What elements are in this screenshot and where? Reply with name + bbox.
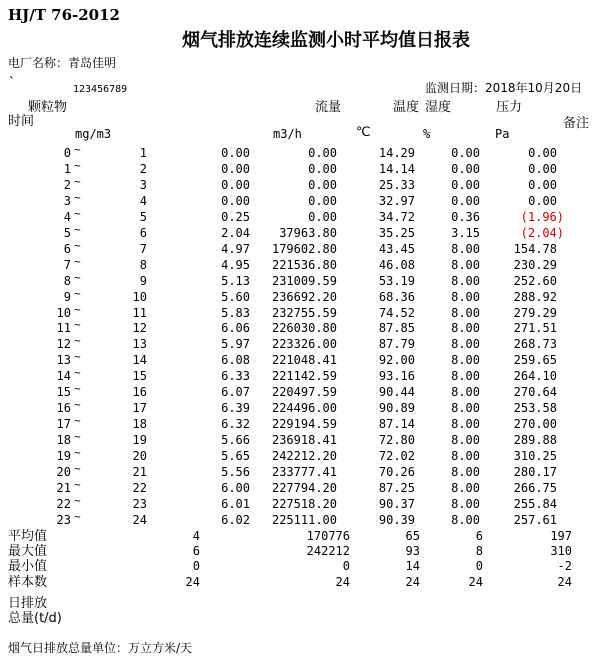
time-start-cell: 13 — [56, 353, 71, 368]
flow-cell: 232755.59 — [271, 305, 337, 320]
time-end-cell: 24 — [132, 512, 147, 527]
temperature-cell: 14.29 — [378, 146, 415, 160]
temperature-cell: 46.08 — [378, 257, 415, 272]
summary-flow-cell: 24 — [335, 574, 350, 589]
particulate-cell: 6.39 — [221, 401, 250, 416]
pressure-value: 268.73 — [513, 337, 557, 352]
pressure-value: 310.25 — [513, 449, 557, 464]
summary-particulate-cell: 24 — [185, 574, 200, 589]
particulate-cell: 5.83 — [221, 305, 250, 320]
time-start-cell: 7 — [63, 257, 71, 272]
tick-mark: ` — [8, 76, 16, 91]
summary-label-cell: 平均值 — [8, 529, 48, 544]
pressure-cell — [480, 481, 557, 497]
time-end-cell: 6 — [139, 225, 147, 240]
pressure-cell — [480, 353, 557, 369]
table-row — [0, 321, 557, 337]
tilde-glyph: ~ — [74, 270, 81, 284]
tilde-glyph: ~ — [74, 350, 81, 364]
hourly-data-table — [0, 143, 564, 529]
col-header-temperature: 温度 — [393, 100, 420, 115]
time-end-cell: 4 — [139, 193, 147, 208]
plant-name-line: 电厂名称：青岛佳明 — [8, 56, 117, 70]
daily-emission-label-line1: 日排放 — [8, 596, 48, 611]
serial-number: 123456789 — [73, 84, 128, 95]
unit-particulate: mg/m3 — [75, 127, 112, 141]
tilde-glyph: ~ — [74, 446, 81, 460]
summary-table — [0, 529, 572, 590]
col-header-remark: 备注 — [563, 116, 590, 131]
particulate-cell: 0.25 — [221, 209, 250, 224]
pressure-value: 288.92 — [513, 289, 557, 304]
flow-cell: 236692.20 — [271, 289, 337, 304]
table-row — [0, 210, 557, 226]
time-end-cell: 1 — [139, 146, 147, 160]
time-start-cell: 3 — [63, 193, 71, 208]
table-row — [0, 162, 557, 178]
humidity-cell: 8.00 — [451, 289, 480, 304]
humidity-cell: 8.00 — [451, 449, 480, 464]
flow-cell: 220497.59 — [271, 385, 337, 400]
time-start-cell: 10 — [56, 305, 71, 320]
time-start-cell: 8 — [63, 273, 71, 288]
pressure-value: (2.04) — [520, 225, 564, 240]
humidity-cell: 0.00 — [451, 146, 480, 160]
particulate-cell: 6.00 — [221, 481, 250, 496]
flow-cell: 0.00 — [308, 161, 337, 176]
tilde-glyph: ~ — [74, 382, 81, 396]
unit-humidity: % — [423, 127, 431, 141]
pressure-cell — [480, 369, 557, 385]
temperature-cell: 70.26 — [378, 465, 415, 480]
tilde-glyph: ~ — [74, 174, 81, 188]
humidity-cell: 8.00 — [451, 321, 480, 336]
particulate-cell: 6.06 — [221, 321, 250, 336]
pressure-value: 259.65 — [513, 353, 557, 368]
flow-cell: 221048.41 — [271, 353, 337, 368]
summary-particulate-cell: 0 — [192, 559, 200, 574]
pressure-cell — [480, 337, 557, 353]
particulate-cell: 6.33 — [221, 369, 250, 384]
summary-humidity-cell: 8 — [475, 544, 483, 559]
table-row — [0, 513, 557, 529]
humidity-cell: 8.00 — [451, 353, 480, 368]
summary-row — [0, 544, 572, 559]
summary-label-cell: 最大值 — [8, 544, 48, 560]
time-start-cell: 22 — [56, 496, 71, 511]
flow-cell: 231009.59 — [271, 273, 337, 288]
temperature-cell: 72.02 — [378, 449, 415, 464]
col-header-humidity: 湿度 — [425, 100, 452, 115]
humidity-cell: 8.00 — [451, 257, 480, 272]
time-start-cell: 1 — [63, 161, 71, 176]
time-end-cell: 3 — [139, 177, 147, 192]
flow-cell: 221536.80 — [271, 257, 337, 272]
pressure-value: 230.29 — [513, 257, 557, 272]
summary-pressure-cell: 197 — [550, 529, 572, 543]
temperature-cell: 93.16 — [378, 369, 415, 384]
temperature-cell: 34.72 — [378, 209, 415, 224]
table-row — [0, 369, 557, 385]
time-start-cell: 14 — [56, 369, 71, 384]
particulate-cell: 4.95 — [221, 257, 250, 272]
time-start-cell: 18 — [56, 433, 71, 448]
humidity-cell: 8.00 — [451, 496, 480, 511]
tilde-glyph: ~ — [74, 493, 81, 507]
pressure-cell — [480, 433, 557, 449]
particulate-cell: 2.04 — [221, 225, 250, 240]
particulate-cell: 0.00 — [221, 161, 250, 176]
summary-label-cell: 最小值 — [8, 559, 48, 575]
time-start-cell: 21 — [56, 481, 71, 496]
humidity-cell: 8.00 — [451, 305, 480, 320]
humidity-cell: 8.00 — [451, 369, 480, 384]
unit-flow: m3/h — [273, 127, 302, 141]
table-row — [0, 290, 557, 306]
pressure-value: 257.61 — [513, 512, 557, 527]
pressure-cell — [480, 497, 557, 513]
time-range-separator — [71, 509, 86, 529]
particulate-cell: 0.00 — [221, 193, 250, 208]
table-row — [0, 226, 557, 242]
time-start-cell: 17 — [56, 417, 71, 432]
monitor-date-line: 监测日期：2018年10月20日 — [425, 81, 583, 95]
table-row — [0, 465, 557, 481]
summary-temperature-cell: 93 — [405, 544, 420, 559]
time-start-cell: 11 — [56, 321, 71, 336]
time-end-cell: 15 — [132, 369, 147, 384]
tilde-glyph: ~ — [74, 398, 81, 412]
time-start-cell: 16 — [56, 401, 71, 416]
tilde-glyph: ~ — [74, 302, 81, 316]
time-start-cell: 9 — [63, 289, 71, 304]
table-row — [0, 258, 557, 274]
table-row — [0, 274, 557, 290]
pressure-value: 266.75 — [513, 481, 557, 496]
flow-cell: 242212.20 — [271, 449, 337, 464]
time-end-cell: 12 — [132, 321, 147, 336]
particulate-cell: 5.65 — [221, 449, 250, 464]
temperature-cell: 32.97 — [378, 193, 415, 208]
humidity-cell: 0.00 — [451, 177, 480, 192]
time-end-cell: 11 — [132, 305, 147, 320]
temperature-cell: 68.36 — [378, 289, 415, 304]
humidity-cell: 3.15 — [451, 225, 480, 240]
pressure-cell — [480, 513, 557, 529]
summary-temperature-cell: 65 — [405, 529, 420, 543]
humidity-cell: 8.00 — [451, 401, 480, 416]
standard-code: HJ/T 76-2012 — [8, 6, 120, 24]
pressure-cell — [480, 242, 557, 258]
summary-particulate-cell: 6 — [192, 544, 200, 559]
flow-cell: 224496.00 — [271, 401, 337, 416]
temperature-cell: 53.19 — [378, 273, 415, 288]
tilde-glyph: ~ — [74, 206, 81, 220]
flow-cell: 0.00 — [308, 146, 337, 160]
table-row — [0, 497, 557, 513]
humidity-cell: 8.00 — [451, 512, 480, 527]
pressure-cell — [480, 274, 557, 290]
humidity-cell: 8.00 — [451, 273, 480, 288]
pressure-cell — [480, 417, 557, 433]
pressure-cell — [480, 306, 557, 322]
summary-pressure-cell: 24 — [557, 574, 572, 589]
particulate-cell: 4.97 — [221, 241, 250, 256]
time-end-cell: 23 — [132, 496, 147, 511]
temperature-cell: 74.52 — [378, 305, 415, 320]
temperature-cell: 72.80 — [378, 433, 415, 448]
particulate-cell: 6.32 — [221, 417, 250, 432]
temperature-cell: 35.25 — [378, 225, 415, 240]
time-end-cell: 20 — [132, 449, 147, 464]
time-end-cell: 13 — [132, 337, 147, 352]
summary-humidity-cell: 0 — [475, 559, 483, 574]
pressure-cell — [480, 258, 557, 274]
time-end-cell: 7 — [139, 241, 147, 256]
time-end-cell: 2 — [139, 161, 147, 176]
footer-note: 烟气日排放总量单位：万立方米/天 — [8, 641, 193, 655]
tilde-glyph: ~ — [74, 430, 81, 444]
tilde-glyph: ~ — [74, 190, 81, 204]
time-start-cell: 6 — [63, 241, 71, 256]
temperature-cell: 90.39 — [378, 512, 415, 527]
time-start-cell: 2 — [63, 177, 71, 192]
tilde-glyph: ~ — [74, 238, 81, 252]
particulate-cell: 5.97 — [221, 337, 250, 352]
pressure-cell — [480, 209, 564, 226]
time-start-cell: 12 — [56, 337, 71, 352]
summary-flow-cell: 0 — [342, 559, 350, 574]
flow-cell: 37963.80 — [279, 225, 337, 240]
table-row — [0, 146, 557, 162]
summary-table-body — [0, 529, 572, 590]
pressure-value: 289.88 — [513, 433, 557, 448]
pressure-value: 280.17 — [513, 465, 557, 480]
flow-cell: 229194.59 — [271, 417, 337, 432]
pressure-cell — [480, 321, 557, 337]
table-row — [0, 417, 557, 433]
particulate-cell: 0.00 — [221, 177, 250, 192]
tilde-glyph: ~ — [74, 286, 81, 300]
table-row — [0, 178, 557, 194]
pressure-value: (1.96) — [520, 209, 564, 224]
particulate-cell: 5.56 — [221, 465, 250, 480]
time-end-cell: 22 — [132, 481, 147, 496]
pressure-value: 253.58 — [513, 401, 557, 416]
pressure-cell — [480, 449, 557, 465]
col-header-time: 时间 — [8, 114, 35, 129]
particulate-cell: 6.07 — [221, 385, 250, 400]
time-end-cell: 10 — [132, 289, 147, 304]
tilde-glyph: ~ — [74, 414, 81, 428]
pressure-value: 0.00 — [528, 177, 557, 192]
pressure-cell — [480, 178, 557, 194]
summary-row — [0, 575, 572, 590]
summary-temperature-cell: 14 — [405, 559, 420, 574]
temperature-cell: 14.14 — [378, 161, 415, 176]
time-start-cell: 23 — [56, 512, 71, 527]
particulate-cell: 5.13 — [221, 273, 250, 288]
table-row — [0, 401, 557, 417]
table-row — [0, 481, 557, 497]
time-end-cell: 9 — [139, 273, 147, 288]
temperature-cell: 87.85 — [378, 321, 415, 336]
pressure-cell — [480, 225, 564, 242]
time-start-cell: 0 — [63, 146, 71, 160]
summary-label-cell: 样本数 — [8, 574, 48, 590]
tilde-glyph: ~ — [74, 462, 81, 476]
summary-humidity-cell: 24 — [468, 574, 483, 589]
tilde-glyph: ~ — [74, 366, 81, 380]
time-end-cell: 21 — [132, 465, 147, 480]
pressure-cell — [480, 146, 557, 162]
flow-cell: 179602.80 — [271, 241, 337, 256]
summary-flow-cell: 242212 — [306, 544, 350, 559]
humidity-cell: 8.00 — [451, 385, 480, 400]
time-start-cell: 19 — [56, 449, 71, 464]
table-row — [0, 242, 557, 258]
temperature-cell: 90.37 — [378, 496, 415, 511]
col-header-flow: 流量 — [315, 100, 342, 115]
tilde-glyph: ~ — [74, 478, 81, 492]
humidity-cell: 8.00 — [451, 465, 480, 480]
summary-temperature-cell: 24 — [405, 574, 420, 589]
pressure-value: 264.10 — [513, 369, 557, 384]
pressure-value: 0.00 — [528, 146, 557, 160]
flow-cell: 221142.59 — [271, 369, 337, 384]
time-end-cell: 8 — [139, 257, 147, 272]
temperature-cell: 87.14 — [378, 417, 415, 432]
pressure-cell — [480, 385, 557, 401]
table-row — [0, 337, 557, 353]
table-row — [0, 194, 557, 210]
summary-row — [0, 529, 572, 544]
daily-emission-label-line2: 总量(t/d) — [8, 611, 62, 626]
table-row — [0, 385, 557, 401]
pressure-cell — [480, 401, 557, 417]
humidity-cell: 8.00 — [451, 481, 480, 496]
tilde-glyph: ~ — [74, 158, 81, 172]
humidity-cell: 8.00 — [451, 433, 480, 448]
flow-cell: 225111.00 — [271, 512, 337, 527]
particulate-cell: 5.66 — [221, 433, 250, 448]
summary-particulate-cell: 4 — [192, 529, 200, 543]
time-start-cell: 4 — [63, 209, 71, 224]
flow-cell: 236918.41 — [271, 433, 337, 448]
flow-cell: 0.00 — [308, 177, 337, 192]
col-header-pressure: 压力 — [496, 100, 523, 115]
time-end-cell: 18 — [132, 417, 147, 432]
flow-cell: 223326.00 — [271, 337, 337, 352]
humidity-cell: 8.00 — [451, 337, 480, 352]
time-start-cell: 20 — [56, 465, 71, 480]
time-end-cell: 14 — [132, 353, 147, 368]
tilde-glyph: ~ — [74, 222, 81, 236]
time-start-cell: 5 — [63, 225, 71, 240]
tilde-glyph: ~ — [74, 254, 81, 268]
summary-pressure-cell: -2 — [557, 559, 572, 574]
flow-cell: 0.00 — [308, 209, 337, 224]
pressure-value: 270.00 — [513, 417, 557, 432]
table-row — [0, 306, 557, 322]
temperature-cell: 43.45 — [378, 241, 415, 256]
table-row — [0, 433, 557, 449]
flow-cell: 226030.80 — [271, 321, 337, 336]
tilde-glyph: ~ — [74, 509, 81, 523]
temperature-cell: 90.89 — [378, 401, 415, 416]
time-end-cell: 5 — [139, 209, 147, 224]
temperature-cell: 25.33 — [378, 177, 415, 192]
humidity-cell: 0.00 — [451, 161, 480, 176]
tilde-glyph: ~ — [74, 143, 81, 156]
summary-humidity-cell: 6 — [475, 529, 483, 543]
time-end-cell: 16 — [132, 385, 147, 400]
pressure-value: 0.00 — [528, 161, 557, 176]
col-header-particulate: 颗粒物 — [28, 100, 68, 115]
pressure-value: 270.64 — [513, 385, 557, 400]
particulate-cell: 0.00 — [221, 146, 250, 160]
table-row — [0, 449, 557, 465]
particulate-cell: 6.08 — [221, 353, 250, 368]
particulate-cell: 6.01 — [221, 496, 250, 511]
tilde-glyph: ~ — [74, 334, 81, 348]
humidity-cell: 0.00 — [451, 193, 480, 208]
flow-cell: 227794.20 — [271, 481, 337, 496]
time-end-cell: 19 — [132, 433, 147, 448]
flow-cell: 227518.20 — [271, 496, 337, 511]
pressure-value: 154.78 — [513, 241, 557, 256]
table-row — [0, 353, 557, 369]
pressure-value: 252.60 — [513, 273, 557, 288]
temperature-cell: 92.00 — [378, 353, 415, 368]
pressure-cell — [480, 194, 557, 210]
unit-pressure: Pa — [495, 127, 510, 141]
pressure-value: 279.29 — [513, 305, 557, 320]
pressure-value: 255.84 — [513, 496, 557, 511]
summary-pressure-cell: 310 — [550, 544, 572, 559]
flow-cell: 233777.41 — [271, 465, 337, 480]
temperature-cell: 90.44 — [378, 385, 415, 400]
data-table-body — [0, 143, 564, 529]
particulate-cell: 5.60 — [221, 289, 250, 304]
pressure-value: 271.51 — [513, 321, 557, 336]
humidity-cell: 8.00 — [451, 241, 480, 256]
pressure-cell — [480, 290, 557, 306]
pressure-cell — [480, 162, 557, 178]
temperature-cell: 87.25 — [378, 481, 415, 496]
pressure-cell — [480, 465, 557, 481]
unit-temperature: ℃ — [356, 125, 371, 140]
summary-flow-cell: 170776 — [306, 529, 350, 543]
particulate-cell: 6.02 — [221, 512, 250, 527]
time-start-cell: 15 — [56, 385, 71, 400]
pressure-value: 0.00 — [528, 193, 557, 208]
summary-row — [0, 559, 572, 574]
humidity-cell: 8.00 — [451, 417, 480, 432]
page-title: 烟气排放连续监测小时平均值日报表 — [182, 30, 470, 51]
temperature-cell: 87.79 — [378, 337, 415, 352]
time-end-cell: 17 — [132, 401, 147, 416]
flow-cell: 0.00 — [308, 193, 337, 208]
humidity-cell: 0.36 — [451, 209, 480, 224]
tilde-glyph: ~ — [74, 318, 81, 332]
